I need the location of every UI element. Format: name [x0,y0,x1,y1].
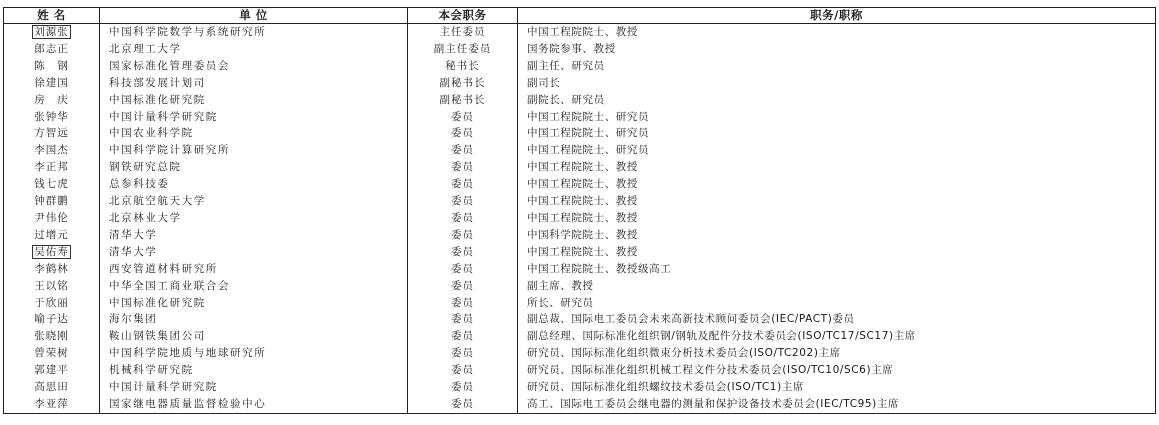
member-title: 副主席、教授 [518,278,1156,295]
committee-members-table [3,7,1156,414]
member-name-cell [4,193,100,210]
member-title: 中国工程院院士、教授 [518,210,1156,227]
member-role: 委员 [408,176,518,193]
member-title: 中国工程院院士、研究员 [518,125,1156,142]
table-row [4,92,1156,109]
member-title: 研究员、国际标准化组织微束分析技术委员会(ISO/TC202)主席 [518,345,1156,362]
member-unit: 中国科学院地质与地球研究所 [100,345,408,362]
table-row [4,396,1156,413]
member-name: 房 庆 [34,93,69,106]
member-unit: 北京林业大学 [100,210,408,227]
header-title: 职务/职称 [518,8,1156,24]
member-role: 委员 [408,261,518,278]
member-name: 李正邦 [34,161,69,174]
table-row [4,125,1156,142]
member-unit: 总参科技委 [100,176,408,193]
member-name-cell [4,396,100,413]
table-row [4,41,1156,58]
member-name-cell [4,379,100,396]
member-unit: 中国农业科学院 [100,125,408,142]
member-name-cell [4,125,100,142]
member-role: 副主任委员 [408,41,518,58]
member-title: 中国工程院院士、教授 [518,24,1156,41]
member-name: 王以铭 [34,279,69,292]
member-unit: 中华全国工商业联合会 [100,278,408,295]
member-name-cell [4,92,100,109]
member-title: 副总经理、国际标准化组织钢/钢轨及配件分技术委员会(ISO/TC17/SC17)主席 [518,328,1156,345]
table-body [4,24,1156,414]
member-title: 副院长、研究员 [518,92,1156,109]
member-name-cell [4,227,100,244]
member-role: 委员 [408,311,518,328]
member-role: 委员 [408,379,518,396]
table-row [4,75,1156,92]
table-row [4,142,1156,159]
member-name-cell [4,41,100,58]
table-row [4,345,1156,362]
member-unit: 中国标准化研究院 [100,92,408,109]
member-title: 研究员、国际标准化组织机械工程文件分技术委员会(ISO/TC10/SC6)主席 [518,362,1156,379]
member-title: 副总裁、国际电工委员会未来高新技术顾问委员会(IEC/PACT)委员 [518,311,1156,328]
member-title: 中国工程院院士、教授级高工 [518,261,1156,278]
member-name-cell [4,278,100,295]
member-role: 副秘书长 [408,92,518,109]
member-role: 委员 [408,109,518,126]
member-title: 中国工程院院士、教授 [518,193,1156,210]
member-title: 中国科学院院士、教授 [518,227,1156,244]
member-name-cell [4,328,100,345]
member-role: 委员 [408,295,518,312]
member-unit: 清华大学 [100,244,408,261]
member-title: 中国工程院院士、教授 [518,159,1156,176]
table-row [4,244,1156,261]
member-unit: 国家标准化管理委员会 [100,58,408,75]
table-row [4,311,1156,328]
table-row [4,159,1156,176]
member-role: 委员 [408,345,518,362]
member-name: 张钟华 [34,110,69,123]
member-role: 委员 [408,125,518,142]
member-name: 李国杰 [34,144,69,157]
table-row [4,379,1156,396]
member-name: 尹伟伦 [34,211,69,224]
table-row [4,295,1156,312]
member-role: 主任委员 [408,24,518,41]
table-row [4,58,1156,75]
member-name: 方智远 [34,127,69,140]
member-unit: 海尔集团 [100,311,408,328]
member-role: 委员 [408,396,518,413]
member-title: 国务院参事、教授 [518,41,1156,58]
table-row [4,210,1156,227]
member-role: 委员 [408,244,518,261]
member-name: 吴佑寿 [34,245,69,258]
member-name: 刘源张 [34,26,69,38]
member-title: 中国工程院院士、研究员 [518,109,1156,126]
member-name: 钟群鹏 [34,195,69,208]
member-title: 中国工程院院士、研究员 [518,142,1156,159]
member-title: 所长、研究员 [518,295,1156,312]
member-role: 委员 [408,159,518,176]
table-row [4,362,1156,379]
member-unit: 北京航空航天大学 [100,193,408,210]
member-name: 李亚萍 [34,397,69,410]
member-title: 副司长 [518,75,1156,92]
member-name-cell [4,261,100,278]
member-name: 过增元 [34,228,69,241]
member-name: 高思田 [34,381,69,394]
member-title: 副主任、研究员 [518,58,1156,75]
member-unit: 北京理工大学 [100,41,408,58]
member-role: 委员 [408,142,518,159]
member-name: 郭建平 [34,364,69,377]
member-name-cell [4,244,100,261]
member-name-cell [4,75,100,92]
member-unit: 科技部发展计划司 [100,75,408,92]
member-role: 委员 [408,328,518,345]
table-row [4,227,1156,244]
member-unit: 鞍山钢铁集团公司 [100,328,408,345]
member-role: 秘书长 [408,58,518,75]
header-unit: 单 位 [100,8,408,24]
member-name-cell [4,24,100,41]
header-name: 姓 名 [4,8,100,24]
member-role: 委员 [408,278,518,295]
table-row [4,261,1156,278]
member-name-cell [4,345,100,362]
member-role: 委员 [408,193,518,210]
member-role: 副秘书长 [408,75,518,92]
member-name-cell [4,159,100,176]
member-role: 委员 [408,227,518,244]
member-name-cell [4,210,100,227]
member-title: 高工、国际电工委员会继电器的测量和保护设备技术委员会(IEC/TC95)主席 [518,396,1156,413]
table-row [4,278,1156,295]
member-name: 喻子达 [34,313,69,326]
member-name: 郎志正 [34,42,69,55]
member-unit: 中国计量科学研究院 [100,109,408,126]
member-name: 张晓刚 [34,330,69,343]
table-row [4,24,1156,41]
member-name-cell [4,295,100,312]
member-name: 钱七虎 [34,178,69,191]
table-row [4,193,1156,210]
member-unit: 机械科学研究院 [100,362,408,379]
member-name: 曾荣树 [34,347,69,360]
member-name: 徐建国 [34,76,69,89]
member-name-cell [4,109,100,126]
member-unit: 中国计量科学研究院 [100,379,408,396]
member-title: 中国工程院院士、教授 [518,176,1156,193]
member-name-cell [4,362,100,379]
member-name-cell [4,142,100,159]
member-title: 研究员、国际标准化组织螺纹技术委员会(ISO/TC1)主席 [518,379,1156,396]
table-row [4,328,1156,345]
member-unit: 钢铁研究总院 [100,159,408,176]
member-name: 李鹤林 [34,262,69,275]
member-name-cell [4,58,100,75]
member-name: 于欣丽 [34,296,69,309]
member-title: 中国工程院院士、教授 [518,244,1156,261]
member-unit: 中国科学院数学与系统研究所 [100,24,408,41]
member-unit: 清华大学 [100,227,408,244]
member-unit: 国家继电器质量监督检验中心 [100,396,408,413]
member-role: 委员 [408,362,518,379]
table-row [4,176,1156,193]
member-unit: 中国标准化研究院 [100,295,408,312]
member-name-cell [4,176,100,193]
member-name-cell [4,311,100,328]
table-row [4,109,1156,126]
member-unit: 西安管道材料研究所 [100,261,408,278]
member-role: 委员 [408,210,518,227]
table-header-row [4,8,1156,24]
member-name: 陈 钢 [34,59,69,72]
member-unit: 中国科学院计算研究所 [100,142,408,159]
header-role: 本会职务 [408,8,518,24]
